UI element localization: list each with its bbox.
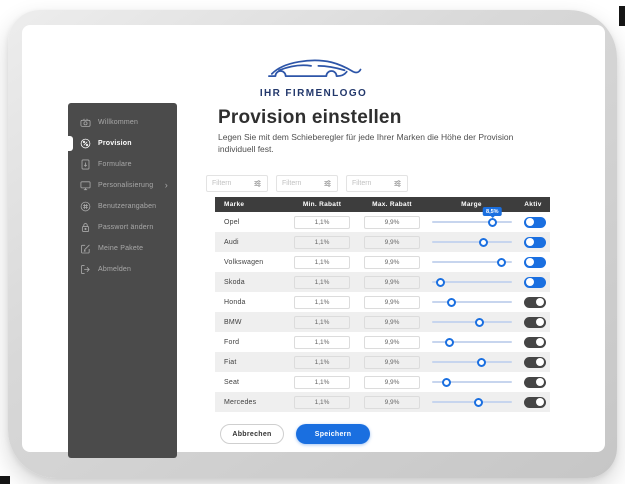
max-rabatt-input[interactable]: 9,9% — [364, 256, 420, 269]
sidebar-item-meine-pakete[interactable] — [68, 238, 177, 259]
cancel-button[interactable]: Abbrechen — [220, 424, 284, 444]
slider-handle[interactable] — [474, 398, 483, 407]
aktiv-toggle[interactable] — [524, 237, 546, 248]
max-rabatt-input[interactable]: 9,9% — [364, 276, 420, 289]
min-rabatt-input[interactable]: 1,1% — [294, 236, 350, 249]
table-row-fiat — [215, 352, 550, 372]
welcome-icon — [80, 117, 91, 128]
toggle-knob — [536, 358, 544, 366]
device-frame — [8, 10, 617, 478]
toggle-knob — [536, 338, 544, 346]
save-button[interactable]: Speichern — [296, 424, 370, 444]
sidebar-item-label: Abmelden — [98, 266, 132, 273]
column-header-max-rabatt: Max. Rabatt — [372, 201, 412, 208]
device-edge-detail-top-right — [619, 6, 625, 26]
filter-placeholder: Filtern — [212, 180, 232, 187]
sidebar-item-label: Passwort ändern — [98, 224, 154, 231]
max-rabatt-input[interactable]: 9,9% — [364, 216, 420, 229]
toggle-knob — [526, 258, 534, 266]
marge-slider[interactable] — [432, 361, 512, 363]
toggle-knob — [526, 278, 534, 286]
slider-handle[interactable] — [479, 238, 488, 247]
monitor-icon — [80, 180, 91, 191]
aktiv-toggle[interactable] — [524, 217, 546, 228]
aktiv-toggle[interactable] — [524, 317, 546, 328]
document-icon — [80, 159, 91, 170]
edit-icon — [80, 243, 91, 254]
filter-placeholder: Filtern — [282, 180, 302, 187]
column-header-min-rabatt: Min. Rabatt — [302, 201, 342, 208]
logout-icon — [80, 264, 91, 275]
sidebar-item-benutzerangaben[interactable] — [68, 196, 177, 217]
toggle-knob — [526, 218, 534, 226]
slider-handle[interactable] — [436, 278, 445, 287]
aktiv-toggle[interactable] — [524, 357, 546, 368]
toggle-knob — [526, 238, 534, 246]
footer-actions — [220, 424, 370, 444]
marge-slider[interactable] — [432, 241, 512, 243]
filter-input-3[interactable] — [346, 175, 408, 192]
user-info-icon — [80, 201, 91, 212]
min-rabatt-input[interactable]: 1,1% — [294, 296, 350, 309]
brand-name: BMW — [224, 318, 242, 326]
brand-name: Seat — [224, 378, 240, 386]
provision-table — [215, 197, 550, 412]
min-rabatt-input[interactable]: 1,1% — [294, 316, 350, 329]
marge-slider[interactable] — [432, 301, 512, 303]
toggle-knob — [536, 378, 544, 386]
min-rabatt-input[interactable]: 1,1% — [294, 276, 350, 289]
slider-handle[interactable] — [477, 358, 486, 367]
sidebar-item-label: Benutzerangaben — [98, 203, 157, 210]
table-row-audi — [215, 232, 550, 252]
sidebar-item-personalisierung[interactable] — [68, 175, 177, 196]
device-edge-detail-bottom-left — [0, 476, 10, 484]
table-row-ford — [215, 332, 550, 352]
marge-slider[interactable] — [432, 208, 512, 223]
min-rabatt-input[interactable]: 1,1% — [294, 256, 350, 269]
page-title: Provision einstellen — [218, 107, 402, 128]
min-rabatt-input[interactable]: 1,1% — [294, 216, 350, 229]
sidebar-item-abmelden[interactable] — [68, 259, 177, 280]
max-rabatt-input[interactable]: 9,9% — [364, 396, 420, 409]
brand-name: Opel — [224, 218, 240, 226]
table-row-mercedes — [215, 392, 550, 412]
marge-slider[interactable] — [432, 381, 512, 383]
brand-name: Skoda — [224, 278, 245, 286]
table-body — [215, 208, 550, 412]
percent-icon — [80, 138, 91, 149]
min-rabatt-input[interactable]: 1,1% — [294, 376, 350, 389]
brand-name: Ford — [224, 338, 240, 346]
filter-placeholder: Filtern — [352, 180, 372, 187]
max-rabatt-input[interactable]: 9,9% — [364, 336, 420, 349]
filter-sliders-icon — [323, 179, 332, 188]
sidebar-item-label: Willkommen — [98, 119, 139, 126]
aktiv-toggle[interactable] — [524, 297, 546, 308]
marge-slider[interactable] — [432, 261, 512, 263]
active-item-indicator — [63, 136, 73, 151]
sidebar-item-label: Provision — [98, 140, 132, 147]
sidebar-item-label: Meine Pakete — [98, 245, 144, 252]
page-subtitle: Legen Sie mit dem Schieberegler für jede Ihrer Marken die Höhe der Provision individuell fest. — [218, 132, 514, 154]
aktiv-toggle[interactable] — [524, 397, 546, 408]
sidebar-item-passwort-aendern[interactable] — [68, 217, 177, 238]
min-rabatt-input[interactable]: 1,1% — [294, 336, 350, 349]
max-rabatt-input[interactable]: 9,9% — [364, 296, 420, 309]
toggle-knob — [536, 318, 544, 326]
sidebar-item-label: Personalisierung — [98, 182, 154, 189]
table-row-volkswagen — [215, 252, 550, 272]
max-rabatt-input[interactable]: 9,9% — [364, 356, 420, 369]
max-rabatt-input[interactable]: 9,9% — [364, 316, 420, 329]
slider-handle[interactable] — [497, 258, 506, 267]
lock-icon — [80, 222, 91, 233]
brand-name: Honda — [224, 298, 246, 306]
column-header-aktiv: Aktiv — [524, 201, 542, 208]
marge-slider[interactable] — [432, 401, 512, 403]
slider-handle[interactable] — [475, 318, 484, 327]
aktiv-toggle[interactable] — [524, 277, 546, 288]
marge-slider[interactable] — [432, 321, 512, 323]
toggle-knob — [536, 398, 544, 406]
column-header-marke: Marke — [224, 201, 245, 208]
sidebar-item-label: Formulare — [98, 161, 132, 168]
slider-handle[interactable] — [445, 338, 454, 347]
brand-name: Audi — [224, 238, 239, 246]
car-logo-icon — [262, 55, 366, 87]
max-rabatt-input[interactable]: 9,9% — [364, 236, 420, 249]
filter-input-2[interactable] — [276, 175, 338, 192]
aktiv-toggle[interactable] — [524, 337, 546, 348]
max-rabatt-input[interactable]: 9,9% — [364, 376, 420, 389]
marge-slider[interactable] — [432, 281, 512, 283]
company-logo — [22, 55, 605, 99]
filter-sliders-icon — [393, 179, 402, 188]
table-row-honda — [215, 292, 550, 312]
aktiv-toggle[interactable] — [524, 257, 546, 268]
table-row-skoda — [215, 272, 550, 292]
min-rabatt-input[interactable]: 1,1% — [294, 356, 350, 369]
filter-row — [206, 175, 408, 192]
filter-sliders-icon — [253, 179, 262, 188]
min-rabatt-input[interactable]: 1,1% — [294, 396, 350, 409]
screen — [22, 25, 605, 452]
logo-text: IHR FIRMENLOGO — [259, 88, 368, 99]
column-header-marge: Marge — [461, 201, 482, 208]
slider-handle[interactable] — [447, 298, 456, 307]
slider-handle[interactable] — [442, 378, 451, 387]
brand-name: Mercedes — [224, 398, 257, 406]
chevron-right-icon: › — [164, 180, 168, 190]
table-row-seat — [215, 372, 550, 392]
sidebar-item-formulare[interactable] — [68, 154, 177, 175]
sidebar-item-willkommen[interactable] — [68, 112, 177, 133]
sidebar-item-provision[interactable] — [68, 133, 177, 154]
brand-name: Volkswagen — [224, 258, 264, 266]
slider-value-tooltip: 8,5% — [483, 207, 502, 216]
aktiv-toggle[interactable] — [524, 377, 546, 388]
table-row-bmw — [215, 312, 550, 332]
brand-name: Fiat — [224, 358, 237, 366]
filter-input-1[interactable] — [206, 175, 268, 192]
sidebar — [68, 103, 177, 458]
table-row-opel — [215, 208, 550, 232]
toggle-knob — [536, 298, 544, 306]
marge-slider[interactable] — [432, 341, 512, 343]
